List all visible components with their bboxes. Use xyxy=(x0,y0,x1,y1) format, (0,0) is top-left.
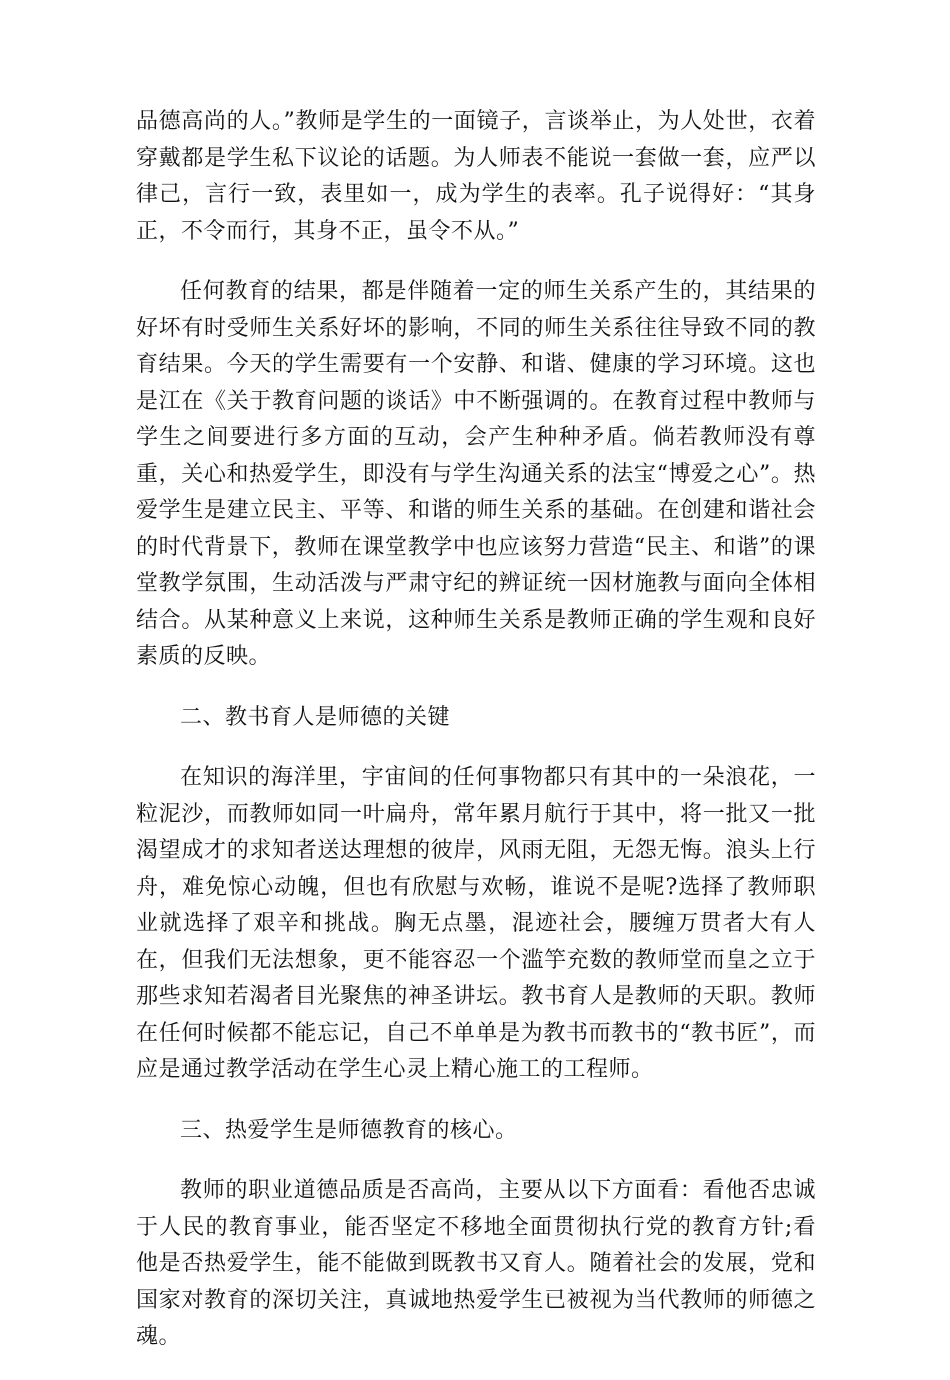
document-body xyxy=(136,104,816,1380)
paragraph-continuation: 品德高尚的人。”教师是学生的一面镜子，言谈举止，为人处世，衣着穿戴都是学生私下议论的话题。为人师表不能说一套做一套，应严以律己，言行一致，表里如一，成为学生的表率。孔子说得好：“其身正，不令而行，其身不正，虽令不从。” xyxy=(136,109,816,244)
paragraph-love-students: 教师的职业道德品质是否高尚，主要从以下方面看：看他否忠诚于人民的教育事业，能否坚定不移地全面贯彻执行党的教育方针;看他是否热爱学生，能不能做到既教书又育人。随着社会的发展，党和国家对教育的深切关注，真诚地热爱学生已被视为当代教师的师德之魂。 xyxy=(136,1178,816,1349)
section-heading-3: 三、热爱学生是师德教育的核心。 xyxy=(180,1117,518,1143)
paragraph-teacher-student-relationship: 任何教育的结果，都是伴随着一定的师生关系产生的，其结果的好坏有时受师生关系好坏的影响，不同的师生关系往往导致不同的教育结果。今天的学生需要有一个安静、和谐、健康的学习环境。这也是江在《关于教育问题的谈话》中不断强调的。在教育过程中教师与学生之间要进行多方面的互动，会产生种种矛盾。倘若教师没有尊重，关心和热爱学生，即没有与学生沟通关系的法宝“博爱之心”。热爱学生是建立民主、平等、和谐的师生关系的基础。在创建和谐社会的时代背景下，教师在课堂教学中也应该努力营造“民主、和谐”的课堂教学氛围，生动活泼与严肃守纪的辨证统一因材施教与面向全体相结合。从某种意义上来说，这种师生关系是教师正确的学生观和良好素质的反映。 xyxy=(136,279,816,669)
paragraph-teaching-and-educating: 在知识的海洋里，宇宙间的任何事物都只有其中的一朵浪花，一粒泥沙，而教师如同一叶扁舟，常年累月航行于其中，将一批又一批渴望成才的求知者送达理想的彼岸，风雨无阻，无怨无悔。浪头上行舟，难免惊心动魄，但也有欣慰与欢畅，谁说不是呢?选择了教师职业就选择了艰辛和挑战。胸无点墨，混迹社会，腰缠万贯者大有人在，但我们无法想象，更不能容忍一个滥竽充数的教师堂而皇之立于那些求知若渴者目光聚焦的神圣讲坛。教书育人是教师的天职。教师在任何时候都不能忘记，自己不单单是为教书而教书的“教书匠”，而应是通过教学活动在学生心灵上精心施工的工程师。 xyxy=(136,765,816,1082)
section-heading-2: 二、教书育人是师德的关键 xyxy=(180,704,451,730)
